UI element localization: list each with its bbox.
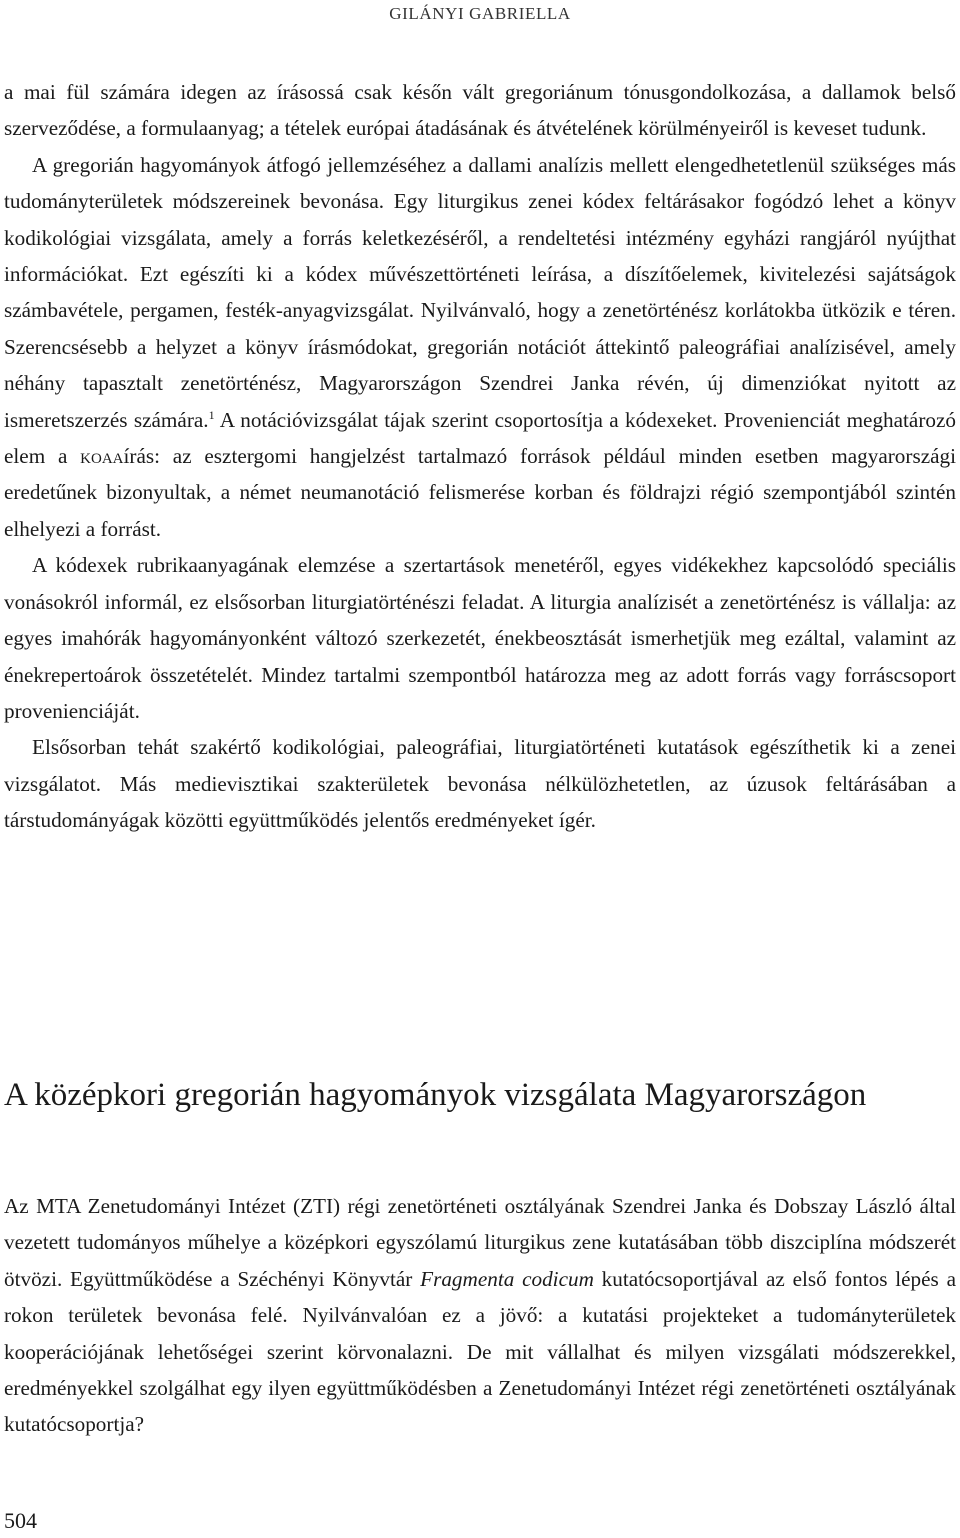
section-heading: A középkori gregorián hagyományok vizsgálata Magyarországon	[4, 1077, 867, 1113]
paragraph-2-smallcaps: koaa	[80, 444, 124, 469]
paragraph-4: Elsősorban tehát szakértő kodikológiai, paleográfiai, liturgiatörténeti kutatások egészíthetik ki a zenei vizsgálatot. Más medievisztikai szakterületek bevonása nélkülözhetetlen, az úzusok feltárásában a társtudományágak közötti együttműködés jelentős eredményeket ígér.	[4, 735, 956, 833]
section-paragraph	[4, 1188, 956, 1443]
paragraph-2	[4, 147, 956, 547]
paragraph-1: a mai fül számára idegen az írásossá csak későn vált gregoriánum tónusgondolkozása, a dallamok belső szerveződése, a formulaanyag; a tételek európai átadásának és átvételének körülményeiről is keveset tudunk.	[4, 80, 956, 141]
section-paragraph-italic: Fragmenta codicum	[420, 1266, 594, 1291]
section-paragraph-part-b: kutatócsoportjával az első fontos lépés a rokon területek bevonása felé. Nyilvánvalóan ez a jövő: a kutatási projekteket a tudományterületek kooperációjának lehetőségei szerint körvonalazni. De mit vállalhat és milyen vizsgálati módszerekkel, eredményekkel szolgálhat egy ilyen együttműködésben a Zenetudományi Intézet régi zenetörténeti osztályának kutatócsoportja?	[4, 1266, 956, 1437]
paragraph-2-part-c: írás: az esztergomi hangjelzést tartalmazó források például minden esetben magyarországi eredetűnek bizonyultak, a német neumanotáció felismerése korban és földrajzi régió szempontjából szintén elhelyezi a forrást.	[4, 444, 956, 541]
page-number: 504	[4, 1508, 37, 1533]
paragraph-2-part-a: A gregorián hagyományok átfogó jellemzéséhez a dallami analízis mellett elengedhetetlenül szükséges más tudományterületek módszereinek bevonása. Egy liturgikus zenei kódex feltárásakor fogódzó lehet a könyv kodikológiai vizsgálata, amely a forrás keletkezéséről, a rendeltetési intézmény egyházi rangjáról nyújthat információkat. Ezt egészíti ki a kódex művészettörténeti leírása, a díszítőelemek, kivitelezési sajátságok számbavétele, pergamen, festék-anyagvizsgálat. Nyilvánvaló, hogy a zenetörténész korlátokba ütközik e téren. Szerencsésebb a helyzet a könyv írásmódokat, gregorián notációt áttekintő paleográfiai analízisével, amely néhány tapasztalt zenetörténész, Magyarországon Szendrei Janka révén, új dimenziókat nyitott az ismeretszerzés számára.	[4, 152, 956, 432]
section-paragraph-part-a: Az MTA Zenetudományi Intézet (ZTI) régi zenetörténeti osztályának Szendrei Janka és Dobszay László által vezetett tudományos műhelye a középkori egyszólamú liturgikus zene kutatásában több diszciplína módszerét ötvözi. Együttműködése a Széchényi Könyvtár	[4, 1194, 956, 1291]
body-text	[4, 74, 956, 839]
running-head: GILÁNYI GABRIELLA	[389, 4, 571, 23]
footnote-marker[interactable]: 1	[208, 407, 215, 422]
paragraph-3: A kódexek rubrikaanyagának elemzése a szertartások menetéről, egyes vidékekhez kapcsolódó speciális vonásokról informál, ez elsősorban liturgiatörténészi feladat. A liturgia analízisét a zenetörténész is vállalja: az egyes imahórák hagyományonként változó szerkezetét, énekbeosztását ismerhetjük meg ezáltal, valamint az énekrepertoárok összetételét. Mindez tartalmi szempontból határozza meg az adott forrás vagy forráscsoport provenienciáját.	[4, 553, 956, 723]
paragraph-2-part-b: A notációvizsgálat tájak szerint csoportosítja a kódexeket. Provenienciát meghatározó elem a	[4, 407, 956, 469]
